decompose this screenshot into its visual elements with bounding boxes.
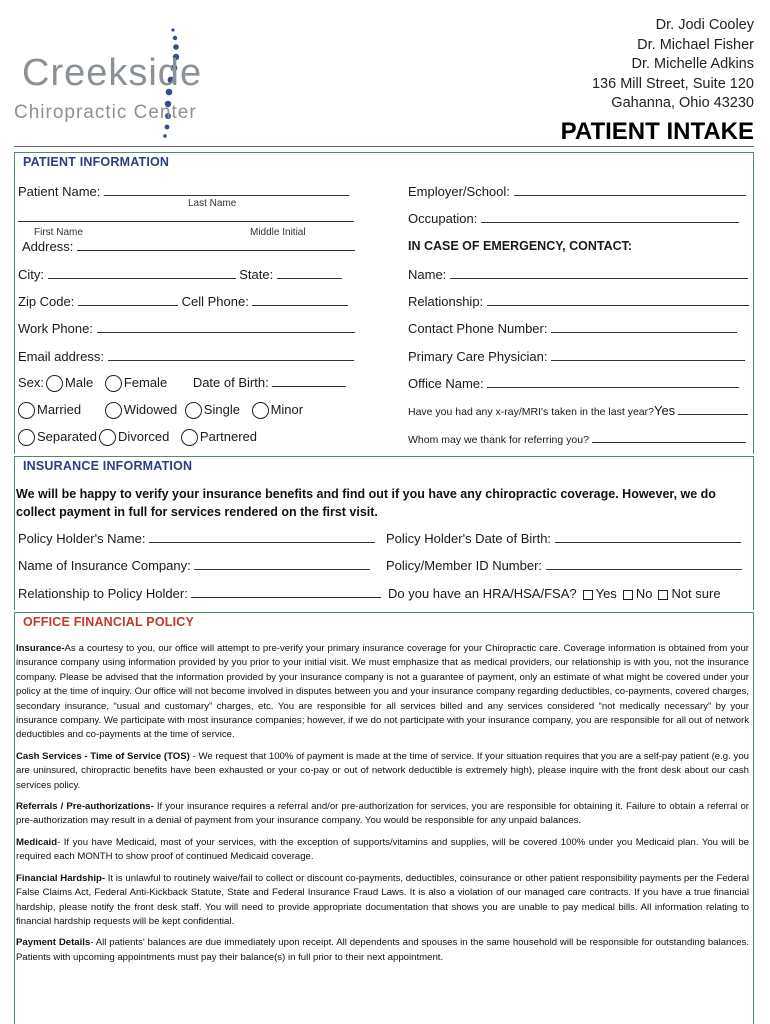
policy-medicaid — [16, 836, 749, 865]
radio-label: Separated — [37, 429, 97, 444]
radio-label: Male — [65, 375, 94, 390]
field-label: Employer/School: — [408, 184, 510, 199]
office-name-field[interactable] — [408, 376, 739, 391]
physician-field[interactable] — [408, 349, 745, 364]
hra-yes-checkbox[interactable] — [583, 590, 593, 600]
clinic-logo — [10, 20, 240, 140]
section-heading: OFFICE FINANCIAL POLICY — [23, 615, 195, 629]
sex-row — [18, 375, 346, 392]
street-address: 136 Mill Street, Suite 120 — [591, 75, 754, 92]
field-label: Email address: — [18, 349, 104, 364]
city-address: Gahanna, Ohio 43230 — [611, 95, 754, 111]
clinic-address-block — [592, 16, 754, 114]
dob-line[interactable] — [272, 375, 346, 387]
first-name-line[interactable] — [18, 210, 354, 225]
title-divider — [14, 146, 754, 147]
minor-radio[interactable] — [252, 402, 269, 419]
section-heading: PATIENT INFORMATION — [23, 155, 170, 169]
page-title: PATIENT INTAKE — [560, 118, 754, 145]
radio-label: Minor — [270, 402, 304, 417]
xray-answer: Yes — [653, 403, 676, 418]
checkbox-label: No — [635, 586, 653, 601]
emergency-heading: IN CASE OF EMERGENCY, CONTACT: — [408, 239, 633, 253]
policy-subheading: Cash Services - Time of Service (TOS) — [16, 750, 190, 762]
field-label: Policy/Member ID Number: — [386, 558, 543, 573]
hra-question — [388, 586, 721, 601]
field-label: Zip Code: — [18, 294, 75, 309]
field-label: Primary Care Physician: — [408, 349, 548, 364]
policy-cash — [16, 750, 749, 793]
separated-radio[interactable] — [18, 429, 35, 446]
female-radio[interactable] — [105, 375, 122, 392]
marital-row-1 — [16, 402, 303, 419]
policy-hardship — [16, 872, 749, 930]
employer-field[interactable] — [408, 184, 746, 199]
married-radio[interactable] — [18, 402, 35, 419]
financial-policy-text — [16, 642, 749, 972]
policy-body: - All patients' balances are due immediately upon receipt. All dependents and spouses in the same household will be responsible for outstanding balances. Patients with upcoming appointments must pay their balance(s) in full prior to their next appointment. — [16, 937, 749, 963]
referral-question[interactable] — [408, 431, 746, 446]
field-label: Relationship to Policy Holder: — [18, 586, 188, 601]
policy-body: - We request that 100% of payment is made at the time of service. If your situation requires that you are a self-pay patient (e.g. you are uninsured, chiropractic benefits have been exhausted or your co-pay or out of network deductible is extremely high), please inquire with the front desk about our cash services policy. — [16, 750, 749, 791]
logo-word-chiropractic: Chiropractic Center — [14, 102, 197, 123]
policy-payment — [16, 936, 749, 965]
field-label: Patient Name: — [18, 184, 101, 199]
field-label: Have you had any x-ray/MRI's taken in the last year? — [408, 406, 654, 418]
radio-label: Female — [123, 375, 168, 390]
marital-row-2 — [16, 429, 257, 446]
widowed-radio[interactable] — [105, 402, 122, 419]
field-label: Date of Birth: — [192, 375, 269, 390]
policy-body: If your insurance requires a referral and/or pre-authorization for services, you are responsible for obtaining it. Failure to obtain a referral or pre-authorization may result in a denial of payment from your insurance company. You would be responsible for any unpaid balances. — [16, 801, 749, 827]
insurance-company-field[interactable] — [18, 558, 370, 573]
policy-referrals — [16, 800, 749, 829]
doctor-line: Dr. Michael Fisher — [637, 36, 754, 53]
work-phone-field[interactable] — [18, 321, 355, 336]
policy-body: - If you have Medicaid, most of your services, with the exception of supports/vitamins and supplies, will be covered 100% under you Medicaid plan. You will be required each MONTH to show proof of continued Medicaid coverage. — [16, 836, 749, 863]
field-label: Work Phone: — [18, 321, 93, 336]
field-label: City: — [18, 267, 44, 282]
hra-notsure-checkbox[interactable] — [658, 590, 668, 600]
field-label: State: — [239, 267, 274, 282]
xray-question[interactable] — [408, 403, 748, 418]
single-radio[interactable] — [185, 402, 202, 419]
field-label: Do you have an HRA/HSA/FSA? — [388, 586, 577, 601]
hra-no-checkbox[interactable] — [623, 590, 633, 600]
field-label: Relationship: — [408, 294, 484, 309]
section-heading: INSURANCE INFORMATION — [23, 459, 193, 473]
radio-label: Single — [203, 402, 240, 417]
policy-subheading: Referrals / Pre-authorizations- — [16, 801, 154, 813]
field-label: Policy Holder's Name: — [18, 531, 146, 546]
doctor-line: Dr. Jodi Cooley — [655, 17, 754, 33]
patient-name-field[interactable] — [18, 184, 349, 199]
field-label: Policy Holder's Date of Birth: — [386, 531, 552, 546]
field-label: Whom may we thank for referring you? — [408, 434, 589, 446]
emergency-relationship-field[interactable] — [408, 294, 749, 309]
policy-subheading: Medicaid — [16, 836, 58, 848]
policy-relationship-field[interactable] — [18, 586, 381, 601]
radio-label: Married — [37, 402, 82, 417]
policy-subheading: Insurance- — [16, 643, 65, 654]
field-label: Contact Phone Number: — [408, 321, 548, 336]
address-field[interactable] — [22, 239, 355, 254]
policy-subheading: Financial Hardship- — [16, 872, 106, 884]
logo-word-creekside: Creekside — [22, 52, 203, 94]
city-field[interactable] — [18, 267, 342, 282]
email-field[interactable] — [18, 349, 354, 364]
first-name-caption: First Name — [34, 227, 83, 238]
field-label: Sex: — [18, 375, 45, 390]
radio-label: Divorced — [118, 429, 170, 444]
policy-insurance — [16, 642, 749, 743]
field-label: Name of Insurance Company: — [18, 558, 191, 573]
divorced-radio[interactable] — [99, 429, 116, 446]
policy-body: As a courtesy to you, our office will attempt to pre-verify your primary insurance coverage for your Chiropractic care. Coverage information is obtained from your insurance company using information provided by you prior to your initial visit. We must emphasize that as medical providers, our relationship is with you, not the insurance company. Please be advised that the information provided by your insurance company is not a guarantee of payment, only an estimate of what might be covered under your policy at the time of inquiry. Our office will not become involved in disputes between you and your insurance company regarding deductibles, co-payments, covered charges, secondary insurance, “usual and customary” charges, etc. You are responsible for all services billed and any services considered “not medically necessary” by your insurance company. We participate with most insurance companies; however, if we do not participate with your insurance company, you are responsible for all out of network deductibles and co-payments at the time of service. — [16, 643, 749, 741]
holder-name-field[interactable] — [18, 531, 375, 546]
middle-initial-caption: Middle Initial — [250, 227, 306, 238]
doctor-line: Dr. Michelle Adkins — [631, 56, 754, 72]
holder-dob-field[interactable] — [386, 531, 741, 546]
last-name-caption: Last Name — [188, 198, 237, 209]
partnered-radio[interactable] — [181, 429, 198, 446]
checkbox-label: Not sure — [671, 586, 721, 601]
male-radio[interactable] — [46, 375, 63, 392]
field-label: Cell Phone: — [181, 294, 249, 309]
field-label: Office Name: — [408, 376, 484, 391]
radio-label: Partnered — [199, 429, 258, 444]
occupation-field[interactable] — [408, 211, 739, 226]
insurance-intro: We will be happy to verify your insurance benefits and find out if you have any chiropractic coverage. However, we do collect payment in full for services rendered on the first visit. — [16, 487, 716, 519]
zip-field[interactable] — [18, 294, 348, 309]
member-id-field[interactable] — [386, 558, 742, 573]
policy-body: It is unlawful to routinely waive/fail to collect or discount co-payments, deductibles, coinsurance or other patient responsibility payments per the Federal False Claims Act, Federal Anti-Kickback Statute, State and Federal Insurance Fraud Laws. It is also a violation of our managed care contracts. If you have a true financial hardship, please notify the front desk staff. You will need to provide appropriate documentation that shows you are unable to pay medical bills. All information relating to financial hardship requests will be kept confidential. — [16, 872, 749, 927]
checkbox-label: Yes — [595, 586, 617, 601]
field-label: Address: — [22, 239, 74, 254]
policy-subheading: Payment Details — [16, 937, 91, 949]
field-label: Name: — [408, 267, 447, 282]
contact-phone-field[interactable] — [408, 321, 737, 336]
emergency-name-field[interactable] — [408, 267, 748, 282]
field-label: Occupation: — [408, 211, 478, 226]
radio-label: Widowed — [123, 402, 178, 417]
